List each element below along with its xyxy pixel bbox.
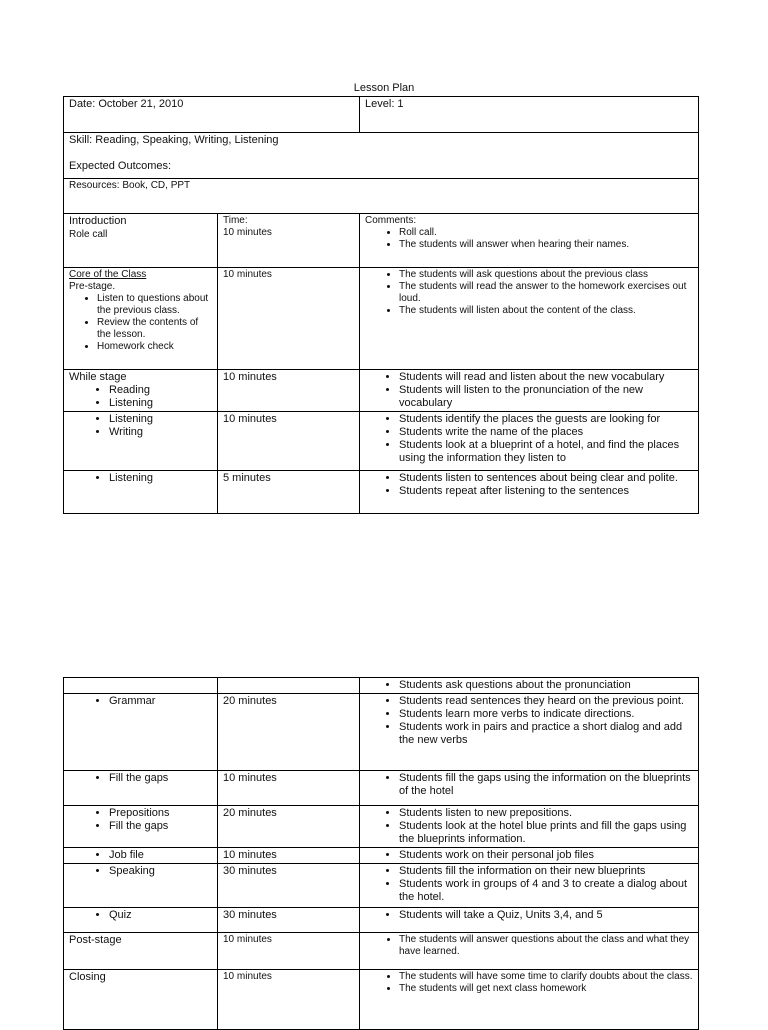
- list-item: • Fill the gaps: [109, 772, 212, 785]
- list-item: • Students fill the gaps using the information on the blueprints of the hotel: [399, 772, 693, 798]
- level-text: Level: 1: [365, 98, 404, 110]
- prep-time: 20 minutes: [223, 807, 277, 819]
- list-item: • Students learn more verbs to indicate directions.: [399, 708, 693, 721]
- quiz-cell: [64, 908, 218, 933]
- post-time-cell: [218, 933, 360, 970]
- intro-sub: Role call: [69, 229, 108, 240]
- skill-cell: [64, 133, 699, 179]
- listen5-cell: [64, 471, 218, 514]
- job-comments-cell: [360, 848, 699, 864]
- list-item: • Students look at the hotel blue prints and fill the gaps using the blueprints information.: [399, 820, 693, 846]
- closing-cell: [64, 970, 218, 1030]
- listen-write-time-cell: [218, 412, 360, 471]
- list-item: • Fill the gaps: [109, 820, 212, 833]
- list-item: • Roll call.: [399, 227, 693, 239]
- date-cell: [64, 97, 360, 133]
- document-title: Lesson Plan: [353, 82, 415, 94]
- listen-write-cell: [64, 412, 218, 471]
- resources-text: Resources: Book, CD, PPT: [69, 180, 191, 191]
- list-item: • Students ask questions about the pronunciation: [399, 679, 693, 692]
- list-item: • Listening: [109, 413, 212, 426]
- resources-cell: [64, 179, 699, 214]
- list-item: • Students work in pairs and practice a short dialog and add the new verbs: [399, 721, 693, 747]
- list-item: • The students will get next class homework: [399, 983, 693, 995]
- cont-cell: [64, 678, 218, 694]
- speaking-cell: [64, 864, 218, 908]
- list-item: • Students identify the places the guests are looking for: [399, 413, 693, 426]
- while-time: 10 minutes: [223, 371, 277, 383]
- list-item: • Listen to questions about the previous class.: [97, 293, 212, 317]
- core-time: 10 minutes: [223, 269, 272, 280]
- intro-title: Introduction: [69, 215, 127, 227]
- list-item: • Students will take a Quiz, Units 3,4, and 5: [399, 909, 693, 922]
- list-item: • Students will read and listen about the new vocabulary: [399, 371, 693, 384]
- listen5-comments-cell: [360, 471, 699, 514]
- cont-time-cell: [218, 678, 360, 694]
- core-cell: [64, 268, 218, 370]
- list-item: • The students will read the answer to the homework exercises out loud.: [399, 281, 693, 305]
- fill-time-cell: [218, 771, 360, 806]
- list-item: • Quiz: [109, 909, 212, 922]
- list-item: • Prepositions: [109, 807, 212, 820]
- comments-label: Comments:: [365, 215, 417, 226]
- cont-comments-cell: [360, 678, 699, 694]
- core-time-cell: [218, 268, 360, 370]
- listen5-time: 5 minutes: [223, 472, 271, 484]
- lesson-plan-table-page2: [63, 677, 699, 1030]
- list-item: • Students read sentences they heard on the previous point.: [399, 695, 693, 708]
- core-title: Core of the Class: [69, 269, 147, 280]
- list-item: • Speaking: [109, 865, 212, 878]
- prep-comments-cell: [360, 806, 699, 848]
- intro-time-cell: [218, 214, 360, 268]
- listen-write-time: 10 minutes: [223, 413, 277, 425]
- lesson-plan-table-page1: [63, 96, 699, 514]
- grammar-time-cell: [218, 694, 360, 771]
- quiz-time: 30 minutes: [223, 909, 277, 921]
- list-item: • Students listen to sentences about being clear and polite.: [399, 472, 693, 485]
- list-item: • Students work on their personal job files: [399, 849, 693, 862]
- core-comments-cell: [360, 268, 699, 370]
- closing-time-cell: [218, 970, 360, 1030]
- list-item: • The students will answer questions about the class and what they have learned.: [399, 934, 693, 958]
- post-title: Post-stage: [69, 934, 122, 946]
- speaking-time: 30 minutes: [223, 865, 277, 877]
- list-item: • Listening: [109, 397, 212, 410]
- job-cell: [64, 848, 218, 864]
- post-comments-cell: [360, 933, 699, 970]
- intro-cell: [64, 214, 218, 268]
- grammar-cell: [64, 694, 218, 771]
- fill-cell: [64, 771, 218, 806]
- list-item: • Writing: [109, 426, 212, 439]
- core-sub: Pre-stage.: [69, 281, 116, 292]
- list-item: • Job file: [109, 849, 212, 862]
- skill-text: Skill: Reading, Speaking, Writing, Listening: [69, 134, 279, 146]
- list-item: • Students will listen to the pronunciation of the new vocabulary: [399, 384, 693, 410]
- list-item: • The students will ask questions about the previous class: [399, 269, 693, 281]
- list-item: • The students will have some time to clarify doubts about the class.: [399, 971, 693, 983]
- level-cell: [360, 97, 699, 133]
- prep-cell: [64, 806, 218, 848]
- listen-write-comments-cell: [360, 412, 699, 471]
- closing-title: Closing: [69, 971, 106, 983]
- speaking-time-cell: [218, 864, 360, 908]
- closing-time: 10 minutes: [223, 971, 272, 982]
- list-item: • Grammar: [109, 695, 212, 708]
- while-comments-cell: [360, 370, 699, 412]
- list-item: • Students work in groups of 4 and 3 to create a dialog about the hotel.: [399, 878, 693, 904]
- while-time-cell: [218, 370, 360, 412]
- closing-comments-cell: [360, 970, 699, 1030]
- date-text: Date: October 21, 2010: [69, 98, 184, 110]
- quiz-comments-cell: [360, 908, 699, 933]
- speaking-comments-cell: [360, 864, 699, 908]
- post-time: 10 minutes: [223, 934, 272, 945]
- list-item: • Homework check: [97, 341, 212, 353]
- grammar-comments-cell: [360, 694, 699, 771]
- post-cell: [64, 933, 218, 970]
- while-title: While stage: [69, 371, 127, 383]
- while-cell: [64, 370, 218, 412]
- grammar-time: 20 minutes: [223, 695, 277, 707]
- prep-time-cell: [218, 806, 360, 848]
- list-item: • Students repeat after listening to the sentences: [399, 485, 693, 498]
- job-time-cell: [218, 848, 360, 864]
- list-item: • Students listen to new prepositions.: [399, 807, 693, 820]
- list-item: • Students write the name of the places: [399, 426, 693, 439]
- intro-time: 10 minutes: [223, 227, 272, 238]
- quiz-time-cell: [218, 908, 360, 933]
- fill-comments-cell: [360, 771, 699, 806]
- list-item: • Students look at a blueprint of a hotel, and find the places using the information they listen to: [399, 439, 693, 465]
- time-label: Time:: [223, 215, 248, 226]
- fill-time: 10 minutes: [223, 772, 277, 784]
- job-time: 10 minutes: [223, 849, 277, 861]
- list-item: • Reading: [109, 384, 212, 397]
- listen5-time-cell: [218, 471, 360, 514]
- list-item: • Listening: [109, 472, 212, 485]
- list-item: • The students will answer when hearing their names.: [399, 239, 693, 251]
- intro-comments-cell: [360, 214, 699, 268]
- list-item: • Students fill the information on their new blueprints: [399, 865, 693, 878]
- outcomes-text: Expected Outcomes:: [69, 160, 172, 172]
- list-item: • The students will listen about the content of the class.: [399, 305, 693, 317]
- list-item: • Review the contents of the lesson.: [97, 317, 212, 341]
